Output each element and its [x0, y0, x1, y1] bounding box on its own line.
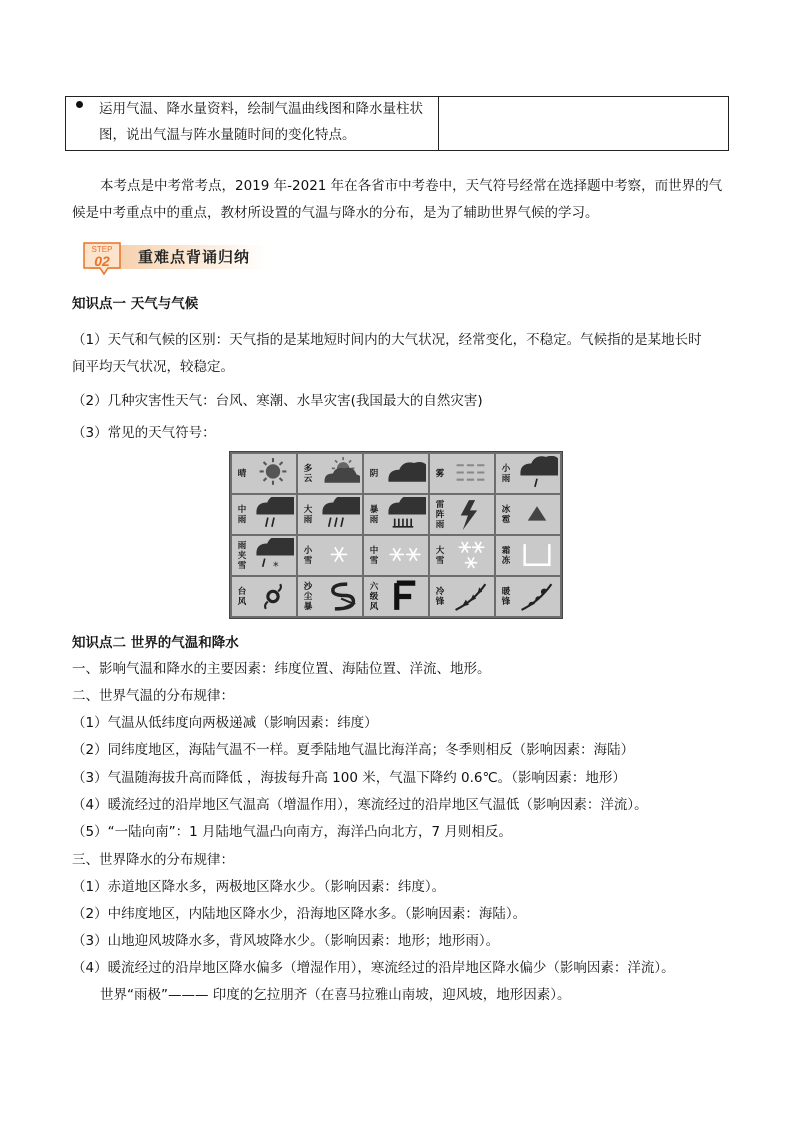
weather-cell [364, 495, 428, 534]
weather-cell [298, 495, 362, 534]
k2-heading: 知识点二 世界的气温和降水 [72, 635, 239, 651]
weather-cell [496, 454, 560, 493]
k2-s2-4: （4）暖流经过的沿岸地区气温高（增温作用），寒流经过的沿岸地区气温低（影响因素：洋流）。 [72, 797, 648, 813]
k1-heading: 知识点一 天气与气候 [72, 296, 199, 312]
rainstorm-icon [384, 497, 426, 532]
weather-symbol-chart [229, 451, 563, 619]
svg-text:*: * [273, 558, 279, 573]
weather-cell [232, 495, 296, 534]
weather-label: 多云 [303, 463, 313, 484]
sandstorm-icon [318, 579, 360, 614]
heavy-rain-icon [318, 497, 360, 532]
weather-cell [364, 577, 428, 616]
k1-p3: （3）常见的天气符号： [72, 425, 216, 441]
k2-s3-3: （3）山地迎风坡降水多，背风坡降水少。（影响因素：地形；地形雨）。 [72, 933, 500, 949]
weather-label: 冰雹 [501, 504, 511, 525]
weather-label: 暴雨 [369, 504, 379, 525]
intro-line-2: 候是中考重点中的重点，教材所设置的气温与降水的分布，是为了辅助世界气候的学习。 [72, 205, 599, 221]
banner-title: 重难点背诵归纳 [138, 248, 251, 266]
k2-s3: 三、世界降水的分布规律： [72, 852, 234, 868]
step-word: STEP [91, 245, 113, 254]
k2-s2-3: （3）气温随海拔升高而降低 ，海拔每升高 100 米，气温下降约 0.6℃。（影响因素：地形） [72, 770, 626, 786]
weather-cell [496, 577, 560, 616]
step-badge-icon [82, 240, 126, 276]
weather-label: 暖锋 [501, 586, 511, 607]
weather-label: 大雨 [303, 504, 313, 525]
step-banner [78, 240, 268, 276]
light-rain-icon [516, 456, 558, 491]
weather-label: 霜冻 [501, 545, 511, 566]
k2-s3-5: 世界“雨极”——— 印度的乞拉朋齐（在喜马拉雅山南坡，迎风坡，地形因素）。 [100, 987, 571, 1003]
frost-icon [516, 538, 558, 573]
k2-s2: 二、世界气温的分布规律： [72, 688, 234, 704]
weather-label: 冷锋 [435, 586, 445, 607]
weather-label: 中雨 [237, 504, 247, 525]
hail-icon [516, 497, 558, 532]
weather-cell [298, 454, 362, 493]
thunderstorm-icon [450, 497, 492, 532]
moderate-snow-icon [384, 538, 426, 573]
fog-icon [450, 456, 492, 491]
heavy-snow-icon [450, 538, 492, 573]
moderate-rain-icon [252, 497, 294, 532]
sun-icon [252, 456, 294, 491]
warm-front-icon [516, 579, 558, 614]
sleet-icon [252, 538, 294, 573]
weather-label: 雨夹雪 [237, 540, 247, 571]
typhoon-icon [252, 579, 294, 614]
partly-cloudy-icon [318, 456, 360, 491]
weather-cell [364, 454, 428, 493]
overcast-cloud-icon [384, 456, 426, 491]
weather-label: 大雪 [435, 545, 445, 566]
weather-label: 晴 [237, 468, 247, 479]
weather-cell [364, 536, 428, 575]
weather-label: 中雪 [369, 545, 379, 566]
weather-cell [430, 454, 494, 493]
weather-label: 沙尘暴 [303, 581, 313, 612]
k2-s2-2: （2）同纬度地区，海陆气温不一样。夏季陆地气温比海洋高；冬季则相反（影响因素：海陆） [72, 742, 635, 758]
force-6-wind-icon [384, 579, 426, 614]
k1-p2: （2）几种灾害性天气：台风、寒潮、水旱灾害(我国最大的自然灾害) [72, 393, 483, 409]
weather-cell [232, 577, 296, 616]
weather-cell [496, 495, 560, 534]
weather-label: 阴 [369, 468, 379, 479]
weather-label: 小雨 [501, 463, 511, 484]
weather-label: 雷阵雨 [435, 499, 445, 530]
k1-p1-line2: 间平均天气状况，较稳定。 [72, 359, 234, 375]
intro-line-1: 本考点是中考常考点，2019 年-2021 年在各省市中考卷中，天气符号经常在选择题中考察，而世界的气 [100, 178, 723, 194]
light-snow-icon [318, 538, 360, 573]
k2-s2-5: （5）“一陆向南”：1 月陆地气温凸向南方，海洋凸向北方，7 月则相反。 [72, 824, 512, 840]
weather-cell [496, 536, 560, 575]
objectives-table [65, 96, 729, 151]
k2-s3-2: （2）中纬度地区，内陆地区降水少，沿海地区降水多。（影响因素：海陆）。 [72, 906, 527, 922]
weather-cell [430, 577, 494, 616]
k1-p1-line1: （1）天气和气候的区别：天气指的是某地短时间内的大气状况，经常变化，不稳定。气候指的是某地长时 [72, 332, 702, 348]
weather-cell [232, 536, 296, 575]
k2-s1: 一、影响气温和降水的主要因素：纬度位置、海陆位置、洋流、地形。 [72, 661, 491, 677]
k2-s3-1: （1）赤道地区降水多，两极地区降水少。（影响因素：纬度）。 [72, 879, 446, 895]
weather-cell [232, 454, 296, 493]
weather-label: 雾 [435, 468, 445, 479]
weather-label: 台风 [237, 586, 247, 607]
k2-s2-1: （1）气温从低纬度向两极递减（影响因素：纬度） [72, 715, 378, 731]
k2-s3-4: （4）暖流经过的沿岸地区降水偏多（增湿作用），寒流经过的沿岸地区降水偏少（影响因素：洋流）。 [72, 960, 675, 976]
bullet-dot [76, 101, 83, 108]
weather-label: 小雪 [303, 545, 313, 566]
weather-cell [430, 536, 494, 575]
weather-label: 六级风 [369, 581, 379, 612]
cold-front-icon [450, 579, 492, 614]
objective-text: 运用气温、降水量资料，绘制气温曲线图和降水量柱状图，说出气温与阵水量随时间的变化特点。 [99, 101, 423, 143]
table-divider [438, 97, 439, 150]
weather-cell [298, 577, 362, 616]
step-number: 02 [94, 253, 110, 269]
weather-cell [298, 536, 362, 575]
weather-cell [430, 495, 494, 534]
